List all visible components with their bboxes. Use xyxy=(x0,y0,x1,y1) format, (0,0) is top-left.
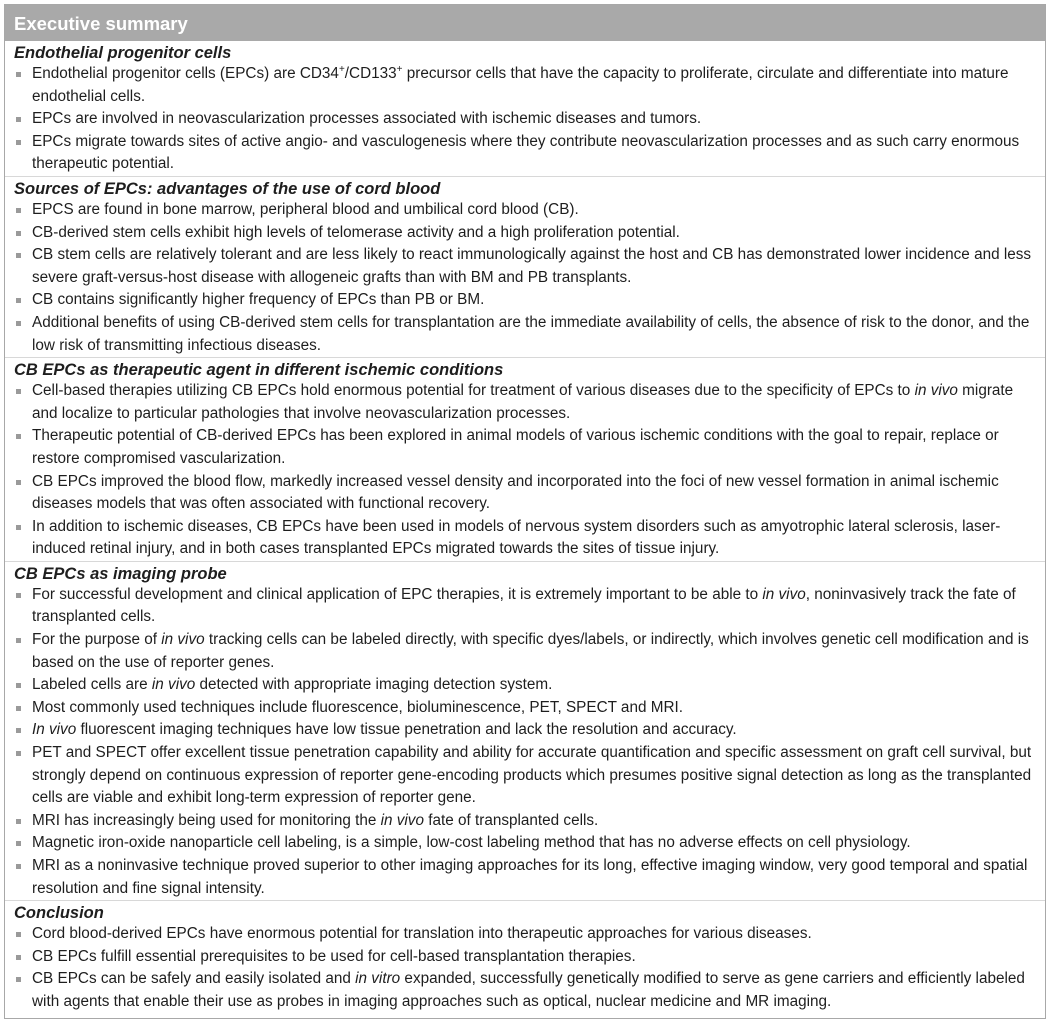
square-bullet-icon xyxy=(16,932,21,937)
square-bullet-icon xyxy=(16,593,21,598)
summary-section xyxy=(5,900,1045,1013)
bullet-item xyxy=(14,742,1039,810)
square-bullet-icon xyxy=(16,819,21,824)
section-heading: CB EPCs as imaging probe xyxy=(14,564,227,583)
bullet-text: Cord blood-derived EPCs have enormous potential for translation into therapeutic approaches for various diseases. xyxy=(32,925,812,943)
section-heading: Endothelial progenitor cells xyxy=(14,44,232,62)
bullet-list xyxy=(14,584,1039,900)
square-bullet-icon xyxy=(16,298,21,303)
square-bullet-icon xyxy=(16,231,21,236)
square-bullet-icon xyxy=(16,253,21,258)
italic-text: in vivo xyxy=(762,585,806,603)
bullet-text: MRI as a noninvasive technique proved superior to other imaging approaches for its long, effective imaging window, very good temporal and spatial resolution and fine signal intensity. xyxy=(32,857,1028,897)
square-bullet-icon xyxy=(16,389,21,394)
section-heading: Conclusion xyxy=(14,904,104,923)
square-bullet-icon xyxy=(16,728,21,733)
bullet-item xyxy=(14,425,1039,470)
bullet-text: fluorescent imaging techniques have low tissue penetration and lack the resolution and accuracy. xyxy=(76,721,737,739)
square-bullet-icon xyxy=(16,117,21,122)
bullet-list xyxy=(14,199,1039,357)
square-bullet-icon xyxy=(16,480,21,485)
section-heading: CB EPCs as therapeutic agent in different ischemic conditions xyxy=(14,361,504,380)
bullet-text: expanded, successfully genetically modified to serve as gene carriers and efficiently labeled with agents that enable their use as probes in imaging approaches such as optical, nuclear medicine and MR imaging. xyxy=(32,970,1025,1010)
italic-text: in vivo xyxy=(161,631,205,649)
bullet-item xyxy=(14,629,1039,674)
summary-section xyxy=(5,357,1045,561)
executive-summary-box xyxy=(4,4,1046,1019)
italic-text: In vivo xyxy=(32,721,77,739)
square-bullet-icon xyxy=(16,751,21,756)
bullet-text: In addition to ischemic diseases, CB EPCs have been used in models of nervous system disorders such as amyotrophic lateral sclerosis, laser-induced retinal injury, and in both cases transplanted EPCs migrated towards the sites of tissue injury. xyxy=(32,517,1001,558)
square-bullet-icon xyxy=(16,955,21,960)
bullet-text: Additional benefits of using CB-derived stem cells for transplantation are the immediate availability of cells, the absence of risk to the donor, and the low risk of transmitting infectious diseases. xyxy=(32,313,1030,354)
bullet-item xyxy=(14,810,1039,833)
square-bullet-icon xyxy=(16,321,21,326)
square-bullet-icon xyxy=(16,706,21,711)
bullet-item xyxy=(14,312,1039,357)
bullet-text: precursor cells that have the capacity to proliferate, circulate and differentiate into mature endothelial cells. xyxy=(32,65,1009,105)
bullet-item xyxy=(14,222,1039,245)
square-bullet-icon xyxy=(16,841,21,846)
bullet-item xyxy=(14,471,1039,516)
bullet-text: Cell-based therapies utilizing CB EPCs hold enormous potential for treatment of various diseases due to the specificity of EPCs to xyxy=(32,382,915,400)
summary-title: Executive summary xyxy=(14,13,188,34)
italic-text: in vivo xyxy=(151,676,196,694)
bullet-text: migrate and localize to particular pathologies that involve neovascularization processes. xyxy=(32,382,1014,422)
bullet-text: EPCs migrate towards sites of active angio- and vasculogenesis where they contribute neovascularization processes and as such carry enormous therapeutic potential. xyxy=(32,132,1020,173)
bullet-text: CB stem cells are relatively tolerant and are less likely to react immunologically against the host and CB has demonstrated lower incidence and less severe graft-versus-host disease with allogeneic grafts than with BM and PB transplants. xyxy=(32,246,1032,286)
bullet-item xyxy=(14,923,1039,946)
square-bullet-icon xyxy=(16,525,21,530)
bullet-item xyxy=(14,244,1039,289)
bullet-item xyxy=(14,289,1039,312)
bullet-text: Labeled cells are xyxy=(32,676,152,694)
bullet-text: tracking cells can be labeled directly, with specific dyes/labels, or indirectly, which involves genetic cell modification and is based on the use of reporter genes. xyxy=(32,631,1029,671)
square-bullet-icon xyxy=(16,434,21,439)
bullet-item xyxy=(14,674,1039,697)
square-bullet-icon xyxy=(16,977,21,982)
italic-text: in vivo xyxy=(914,382,958,400)
square-bullet-icon xyxy=(16,72,21,77)
bullet-text: Most commonly used techniques include fluorescence, bioluminescence, PET, SPECT and MRI. xyxy=(32,698,683,716)
bullet-item xyxy=(14,199,1039,222)
bullet-item xyxy=(14,946,1039,969)
superscript-text: + xyxy=(396,63,403,75)
bullet-item xyxy=(14,63,1039,108)
bullet-item xyxy=(14,131,1039,176)
bullet-item xyxy=(14,584,1039,629)
bullet-text: Therapeutic potential of CB-derived EPCs has been explored in animal models of various ischemic conditions with the goal to repair, replace or restore compromised vascularization. xyxy=(32,427,999,467)
bullet-item xyxy=(14,108,1039,131)
italic-text: in vivo xyxy=(380,811,424,829)
bullet-text: CB contains significantly higher frequency of EPCs than PB or BM. xyxy=(32,291,485,309)
bullet-item xyxy=(14,516,1039,561)
bullet-item xyxy=(14,832,1039,855)
bullet-item xyxy=(14,968,1039,1013)
bullet-text: EPCS are found in bone marrow, peripheral blood and umbilical cord blood (CB). xyxy=(32,200,579,218)
summary-section xyxy=(5,561,1045,900)
superscript-text: + xyxy=(338,63,345,75)
bullet-item xyxy=(14,719,1039,742)
bullet-text: CB EPCs improved the blood flow, markedly increased vessel density and incorporated into the foci of new vessel formation in animal ischemic diseases models that was often associated with functional recovery. xyxy=(32,472,999,513)
bullet-text: /CD133 xyxy=(344,65,397,82)
bullet-text: CB-derived stem cells exhibit high levels of telomerase activity and a high proliferation potential. xyxy=(32,223,680,241)
bullet-list xyxy=(14,923,1039,1013)
bullet-text: For the purpose of xyxy=(32,631,162,649)
bullet-text: For successful development and clinical application of EPC therapies, it is extremely important to be able to xyxy=(32,585,763,603)
italic-text: in vitro xyxy=(355,970,401,988)
bullet-item xyxy=(14,380,1039,425)
summary-section xyxy=(5,41,1045,176)
square-bullet-icon xyxy=(16,864,21,869)
section-heading: Sources of EPCs: advantages of the use of cord blood xyxy=(14,179,441,198)
bullet-text: Magnetic iron-oxide nanoparticle cell labeling, is a simple, low-cost labeling method that has no adverse effects on cell physiology. xyxy=(32,834,911,852)
bullet-text: , noninvasively track the fate of transplanted cells. xyxy=(32,585,1016,626)
bullet-list xyxy=(14,63,1039,176)
square-bullet-icon xyxy=(16,638,21,643)
summary-header xyxy=(5,5,1045,41)
square-bullet-icon xyxy=(16,140,21,145)
bullet-item xyxy=(14,855,1039,900)
summary-section xyxy=(5,176,1045,357)
bullet-text: EPCs are involved in neovascularization processes associated with ischemic diseases and tumors. xyxy=(32,110,702,128)
bullet-text: detected with appropriate imaging detection system. xyxy=(195,676,553,694)
summary-sections xyxy=(5,41,1045,1014)
square-bullet-icon xyxy=(16,683,21,688)
bullet-item xyxy=(14,697,1039,720)
bullet-text: fate of transplanted cells. xyxy=(423,811,599,829)
bullet-list xyxy=(14,380,1039,561)
bullet-text: PET and SPECT offer excellent tissue penetration capability and ability for accurate quantification and specific assessment on graft cell survival, but strongly depend on continuous expression of reporter gene-encoding products which presumes positive signal detection as long as the transplanted cells are viable and exhibit long-term expression of reporter gene. xyxy=(32,744,1032,807)
square-bullet-icon xyxy=(16,208,21,213)
bullet-text: CB EPCs can be safely and easily isolated and xyxy=(32,970,356,988)
bullet-text: Endothelial progenitor cells (EPCs) are CD34 xyxy=(32,65,339,82)
bullet-text: MRI has increasingly being used for monitoring the xyxy=(32,811,381,829)
bullet-text: CB EPCs fulfill essential prerequisites to be used for cell-based transplantation therapies. xyxy=(32,947,636,965)
